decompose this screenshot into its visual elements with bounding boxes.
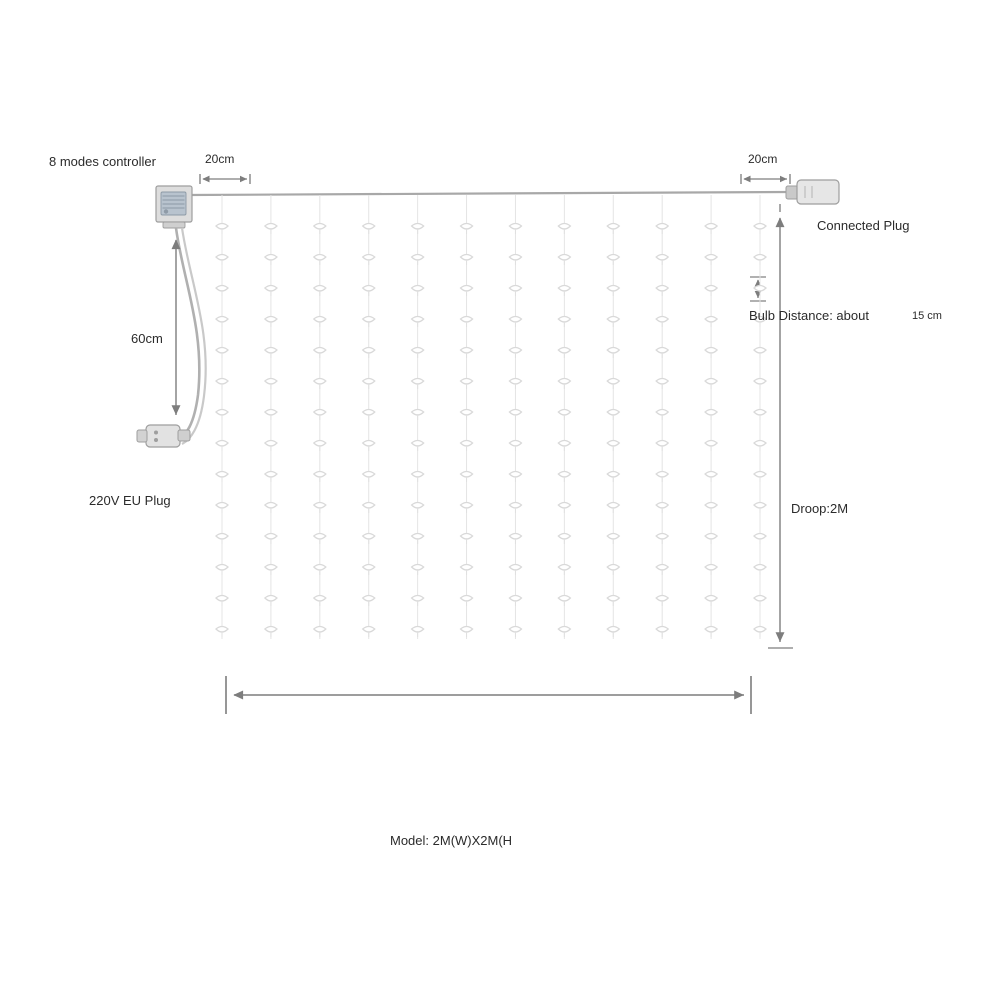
bulb-strand	[705, 195, 717, 639]
controller-box	[156, 186, 192, 228]
bulb-strands	[216, 195, 766, 639]
power-cable	[176, 228, 206, 444]
bulb-strand	[265, 195, 277, 639]
connected-plug-label: Connected Plug	[817, 218, 910, 233]
droop-label: Droop:2M	[791, 501, 849, 516]
right-gap-dimension	[741, 174, 790, 184]
droop-dimension	[768, 204, 793, 648]
eu-plug-label: 220V EU Plug	[89, 493, 171, 508]
left-gap-dimension	[200, 174, 250, 184]
top-wire	[188, 192, 790, 195]
model-label: Model: 2M(W)X2M(H	[390, 833, 513, 848]
right-gap-label: 20cm	[748, 152, 778, 166]
bulb-strand	[461, 195, 473, 639]
bulb-strand	[314, 195, 326, 639]
bulb-strand	[509, 195, 521, 639]
lead-length-label: 60cm	[131, 331, 163, 346]
left-gap-label: 20cm	[205, 152, 235, 166]
bulb-strand	[754, 195, 766, 639]
bulb-strand	[216, 195, 228, 639]
bulb-distance-value: 15 cm	[912, 310, 942, 322]
bulb-strand	[363, 195, 375, 639]
controller-label: 8 modes controller	[49, 154, 156, 169]
bulb-distance-label: Bulb Distance: about	[749, 308, 869, 323]
bulb-strand	[412, 195, 424, 639]
bulb-strand	[607, 195, 619, 639]
width-dimension	[226, 676, 751, 714]
bulb-strand	[656, 195, 668, 639]
bulb-strand	[558, 195, 570, 639]
connected-plug-icon	[786, 180, 839, 204]
